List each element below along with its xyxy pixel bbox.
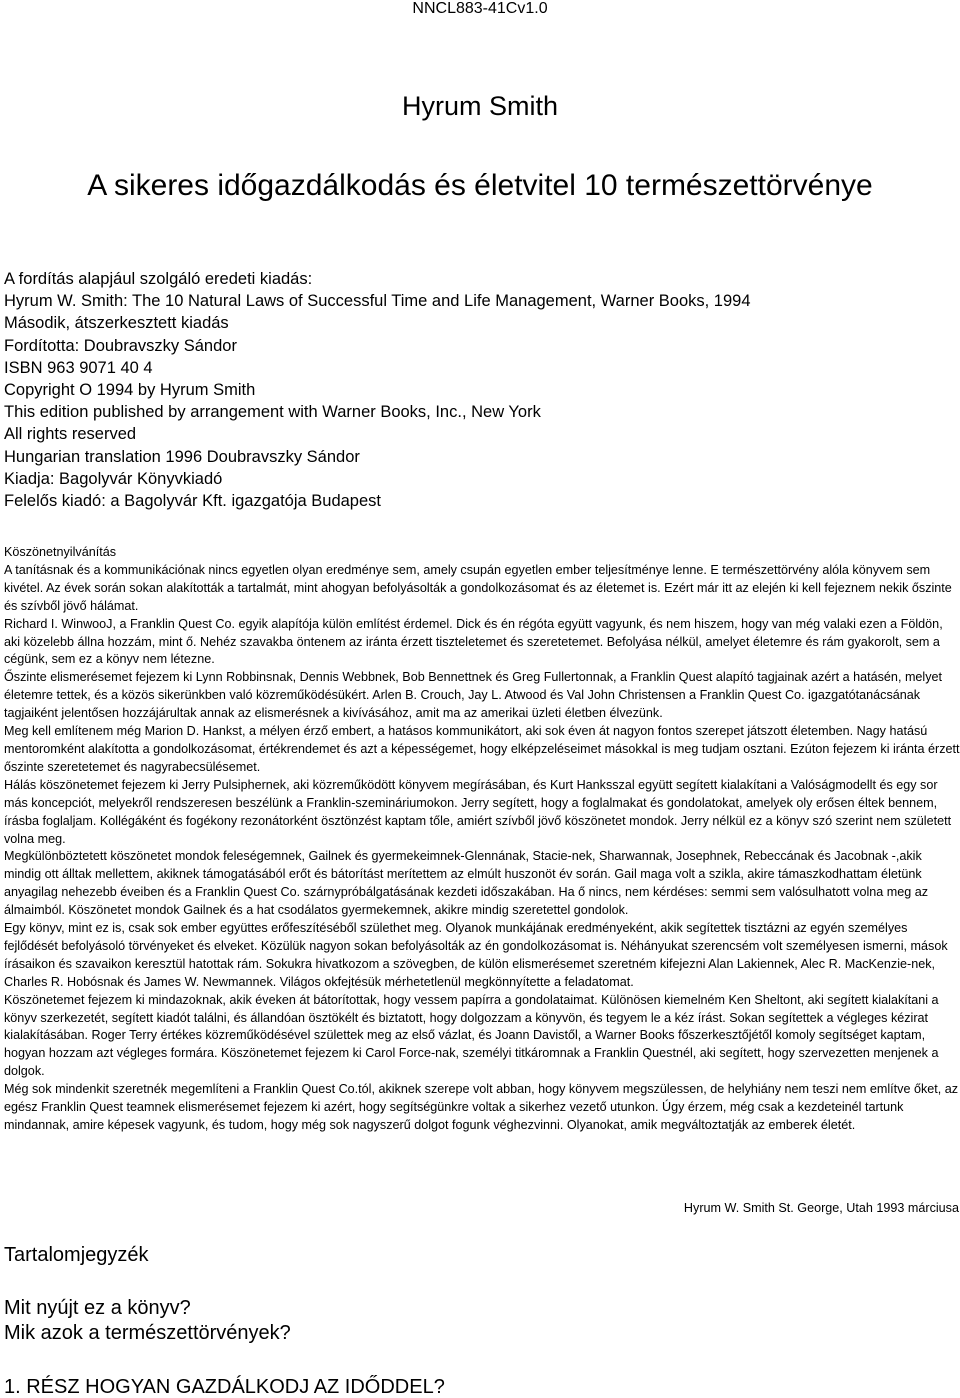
toc-heading: Tartalomjegyzék xyxy=(4,1244,149,1266)
meta-line: Felelős kiadó: a Bagolyvár Kft. igazgatója Budapest xyxy=(4,492,381,511)
toc-item: Mik azok a természettörvények? xyxy=(4,1322,291,1344)
acknowledgement-paragraph: Richard I. WinwooJ, a Franklin Quest Co. egyik alapítója külön említést érdemel. Dick és én régóta együtt vagyunk, és nem hiszem, hogy van még valaki ezen a Földön, aki közelebb állna hozzám, mint ő. Nehéz szavakba öntenem az iránta érzett tiszteletemet és szeretetemet. Befolyása nélkül, amelyet életemre és rám gyakorolt, sem a cégünk, sem ez a könyv nem létezne. xyxy=(4,616,943,667)
publication-info xyxy=(4,268,954,512)
meta-line: Kiadja: Bagolyvár Könyvkiadó xyxy=(4,469,223,488)
meta-line: This edition published by arrangement with Warner Books, Inc., New York xyxy=(4,403,541,422)
meta-line: Második, átszerkesztett kiadás xyxy=(4,314,229,333)
signature-line: Hyrum W. Smith St. George, Utah 1993 márciusa xyxy=(683,1201,959,1215)
meta-line: All rights reserved xyxy=(4,425,137,444)
acknowledgement-paragraph: Őszinte elismerésemet fejezem ki Lynn Robbinsnak, Dennis Webbnek, Bob Bennettnek és Greg Fullertonnak, a Franklin Quest alapító tagjainak azért a hatásén, melyet életemre tettek, és a közös sikerünkben való közreműködésükért. Arlen B. Crouch, Jay L. Atwood és Val John Christensen a Franklin Quest Co. igazgatótanácsának tagjaiként jelentősen hozzájárultak annak az elismerésnek a kivívásához, amit ma az amerikai üzleti életben élvezünk. xyxy=(4,670,943,721)
part-heading: 1. RÉSZ HOGYAN GAZDÁLKODJ AZ IDŐDDEL? xyxy=(4,1376,445,1398)
document-id: NNCL883-41Cv1.0 xyxy=(412,0,548,17)
meta-line: A fordítás alapjául szolgáló eredeti kiadás: xyxy=(4,270,313,288)
author-name: Hyrum Smith xyxy=(401,91,558,121)
acknowledgements-section xyxy=(4,544,960,1135)
toc-item: Mit nyújt ez a könyv? xyxy=(4,1297,191,1319)
meta-line: Fordította: Doubravszky Sándor xyxy=(4,336,237,355)
meta-line: Hyrum W. Smith: The 10 Natural Laws of Successful Time and Life Management, Warner Books, 1994 xyxy=(4,292,751,311)
meta-line: Copyright O 1994 by Hyrum Smith xyxy=(4,381,256,400)
acknowledgement-paragraph: Egy könyv, mint ez is, csak sok ember együttes erőfeszítéséből születhet meg. Olyanok munkájának eredményeként, akik segítettek tisztázni az egyén személyes fejlődését befolyásoló törvényeket és elveket. Közülük nagyon sokan befolyásolták az én gondolkozásomat is. Néhányukat szerencsém volt személyesen ismerni, mások írásaikon és szavaikon keresztül hatottak rám. Sokukra hivatkozom a szövegben, de külön elismerésemet szeretném kifejezni Alan Lakiennek, Alec R. MacKenzie-nek, Charles R. Hobósnak és James W. Newmannek. Világos okfejtésük mérhetetlenül megkönnyítette a feladatomat. xyxy=(4,921,948,989)
acknowledgement-paragraph: Megkülönböztetett köszönetet mondok feleségemnek, Gailnek és gyermekeimnek-Glennának, Stacie-nek, Sharwannak, Josephnek, Rebeccának és Jacobnak -,akik mindig ott álltak mellettem, akiknek támogatásából erőt és bátorítást merítettem az elmúlt huszonöt év során. Gail maga volt a szikla, akire támaszkodhattam életünk anyagilag nehezebb éveiben és a Franklin Quest Co. szárnypróbálgatásának kezdeti időszakában. Ha ő nincs, nem kérdéses: semmi sem valósulhatott volna meg az álmaimból. Köszönetet mondok Gailnek és a hat csodálatos gyermekemnek, akikre mindig szeretettel gondolok. xyxy=(4,849,929,918)
book-title: A sikeres időgazdálkodás és életvitel 10 természettörvénye xyxy=(87,169,873,202)
acknowledgement-paragraph: Köszönetemet fejezem ki mindazoknak, akik éveken át bátorítottak, hogy vessem papírra a gondolataimat. Különösen kiemelném Ken Sheltont, aki segített kialakítani a könyv szerkezetét, segített kiadót találni, és állandóan ösztökélt és biztatott, hogy dolgozzam a könyvön, és tegyem le a kéz írást. Sokan segítettek a végleges kézirat kialakításában. Roger Terry értékes közreműködésével születtek meg az első vázlat, és Joann Davistől, a Warner Books főszerkesztőjétől komoly segítséget kaptam, hogyan hozzam azt végleges formára. Köszönetemet fejezem ki Carol Force-nak, személyi titkáromnak a Franklin Questnél, aki segített, hogy szervezetten menjenek a dolgok. xyxy=(4,992,939,1079)
acknowledgement-paragraph: Hálás köszönetemet fejezem ki Jerry Pulsiphernek, aki közreműködött könyvem megírásában, és Kurt Hanksszal együtt segített kialakítani a Valóságmodellt és egy sor más koncepciót, melyekről rendszeresen beszélünk a Franklin-szemináriumokon. Jerry segített, hogy a foglalmakat és gondolatokat, amelyek oly erősen éltek bennem, írásba foglaljam. Kollégáként és fogékony rezonátorként ösztönzést kaptam tőle, amiért szívből jövő köszönetet mondok. Jerry nélkül ez a könyv szó szerint nem született volna meg. xyxy=(4,777,952,846)
toc-list xyxy=(4,1296,291,1346)
acknowledgements-heading: Köszönetnyilvánítás xyxy=(4,545,117,559)
acknowledgement-paragraph: Még sok mindenkit szeretnék megemlíteni a Franklin Quest Co.tól, akiknek szerepe volt abban, hogy könyvem megszülessen, de helyhiány nem teszi nem említve őket, az egész Franklin Quest teamnek elismerésemet fejezem ki azért, hogy segítségünkre voltak a sikerhez vezető utunkon. Úgy érzem, még csak a kezdeteinél tartunk mindannak, amire képesek vagyunk, és tudom, hogy még sok nagyszerű dolgot fogunk véghezvinni. Olyanokat, amik megváltoztatják az emberek életét. xyxy=(4,1082,959,1132)
acknowledgement-paragraph: Meg kell említenem még Marion D. Hankst, a mélyen érző embert, a hatásos kommunikátort, aki sok éven át nagyon fontos szerepet játszott életemben. Nagy hatású mentoromként alakította a gondolkozásomat, értékrendemet és azt a képességemet, hogy elképzeléseimet másokkal is meg tudjam osztani. Ezúton fejezem ki iránta érzett őszinte szeretetemet és nagyrabecsülésemet. xyxy=(4,724,960,774)
acknowledgement-paragraph: A tanításnak és a kommunikációnak nincs egyetlen olyan eredménye sem, amely csupán egyetlen ember teljesítménye lenne. E természettörvény alóla könyvem sem kivétel. Az évek során sokan alakították a tartalmát, mint ahogyan befolyásolták a gondolkozásomat és az életemet is. Ezért már itt az elején ki kell fejeznem nekik őszinte és szívből jövő hálámat. xyxy=(4,562,952,613)
meta-line: ISBN 963 9071 40 4 xyxy=(4,358,153,377)
meta-line: Hungarian translation 1996 Doubravszky Sándor xyxy=(4,447,360,466)
